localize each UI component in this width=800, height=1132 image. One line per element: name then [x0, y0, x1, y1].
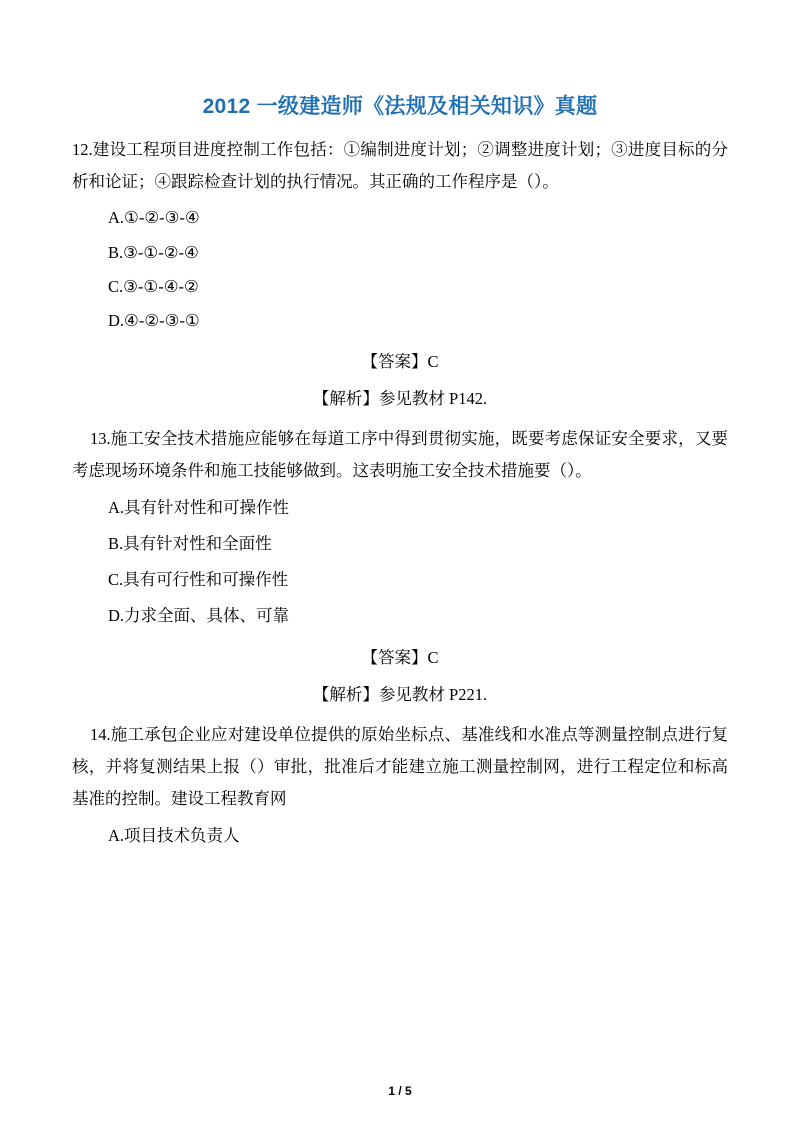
page-footer: 1 / 5 — [388, 1084, 412, 1098]
question-option: A.项目技术负责人 — [108, 826, 240, 846]
question-option: D.④-②-③-① — [108, 310, 200, 330]
question-option: B.具有针对性和全面性 — [108, 534, 272, 554]
question-option: B.③-①-②-④ — [108, 242, 199, 262]
question-stem: 13.施工安全技术措施应能够在每道工序中得到贯彻实施，既要考虑保证安全要求，又要考虑现场环境条件和施工技能够做到。这表明施工安全技术措施要（）。 — [72, 429, 728, 481]
question-option: C.具有可行性和可操作性 — [108, 570, 289, 589]
question-stem: 12.建设工程项目进度控制工作包括：①编制进度计划；②调整进度计划；③进度目标的分析和论证；④跟踪检查计划的执行情况。其正确的工作程序是（）。 — [72, 140, 728, 192]
question-stem: 14.施工承包企业应对建设单位提供的原始坐标点、基准线和水准点等测量控制点进行复核，并将复测结果上报（）审批，批准后才能建立施工测量控制网，进行工程定位和标高基准的控制。建设工程教育网 — [72, 724, 728, 808]
answer-line: 【答案】C — [361, 352, 439, 372]
answer-line: 【答案】C — [361, 647, 439, 667]
question-option: A.①-②-③-④ — [108, 208, 200, 228]
question-option: A.具有针对性和可操作性 — [108, 498, 290, 518]
explanation-line: 【解析】参见教材 P142. — [312, 389, 488, 409]
question-option: D.力求全面、具体、可靠 — [108, 605, 290, 625]
page-title: 2012 一级建造师《法规及相关知识》真题 — [202, 95, 598, 118]
question-option: C.③-①-④-② — [108, 276, 199, 296]
explanation-line: 【解析】参见教材 P221. — [312, 684, 488, 704]
